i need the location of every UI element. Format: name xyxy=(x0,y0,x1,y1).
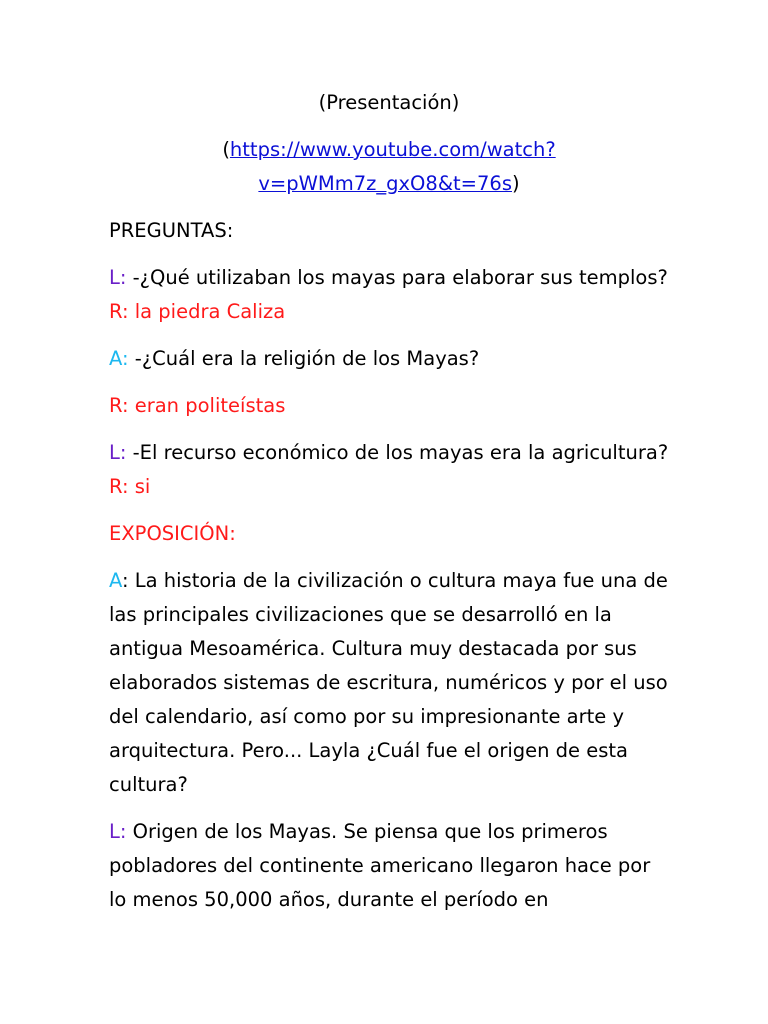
question-2-text: -¿Cuál era la religión de los Mayas? xyxy=(128,347,480,370)
link-open-paren: ( xyxy=(222,138,230,161)
presentation-title: (Presentación) xyxy=(318,91,460,114)
exposition-paragraph-2-text: Origen de los Mayas. Se piensa que los primeros pobladores del continente americano llegaron hace por lo menos 50,000 años, durante el período en xyxy=(109,820,651,911)
video-link-paragraph xyxy=(109,133,669,201)
exposition-paragraph-1 xyxy=(109,564,669,802)
video-link-line2[interactable]: v=pWMm7z_gxO8&t=76s xyxy=(258,172,512,195)
speaker-l-label: L: xyxy=(109,820,127,843)
link-close-paren: ) xyxy=(511,172,520,195)
speaker-l-label: L: xyxy=(109,266,127,289)
exposition-paragraph-1-text: : La historia de la civilización o cultura maya fue una de las principales civilizaciones que se desarrolló en la antigua Mesoamérica. Cultura muy destacada por sus elaborados sistemas de escritura, numéricos y por el uso del calendario, así como por su impresionante arte y arquitectura. Pero... Layla ¿Cuál fue el origen de esta cultura? xyxy=(109,569,668,796)
exposition-heading: EXPOSICIÓN: xyxy=(109,522,236,545)
question-3-text: -El recurso económico de los mayas era la agricultura? xyxy=(126,441,669,464)
questions-heading: PREGUNTAS: xyxy=(109,219,234,242)
document-page xyxy=(109,86,669,930)
video-link[interactable] xyxy=(230,138,556,195)
exposition-paragraph-2 xyxy=(109,815,669,917)
question-1 xyxy=(109,261,669,329)
speaker-a-label: A xyxy=(109,569,122,592)
question-1-text: -¿Qué utilizaban los mayas para elaborar sus templos? xyxy=(126,266,668,289)
answer-3: R: si xyxy=(109,475,151,498)
video-link-line1[interactable]: https://www.youtube.com/watch? xyxy=(229,138,556,161)
question-2 xyxy=(109,342,669,376)
answer-2: R: eran politeístas xyxy=(109,394,286,417)
answer-1: R: la piedra Caliza xyxy=(109,300,286,323)
speaker-l-label: L: xyxy=(109,441,127,464)
question-3 xyxy=(109,436,669,504)
speaker-a-label: A: xyxy=(109,347,129,370)
